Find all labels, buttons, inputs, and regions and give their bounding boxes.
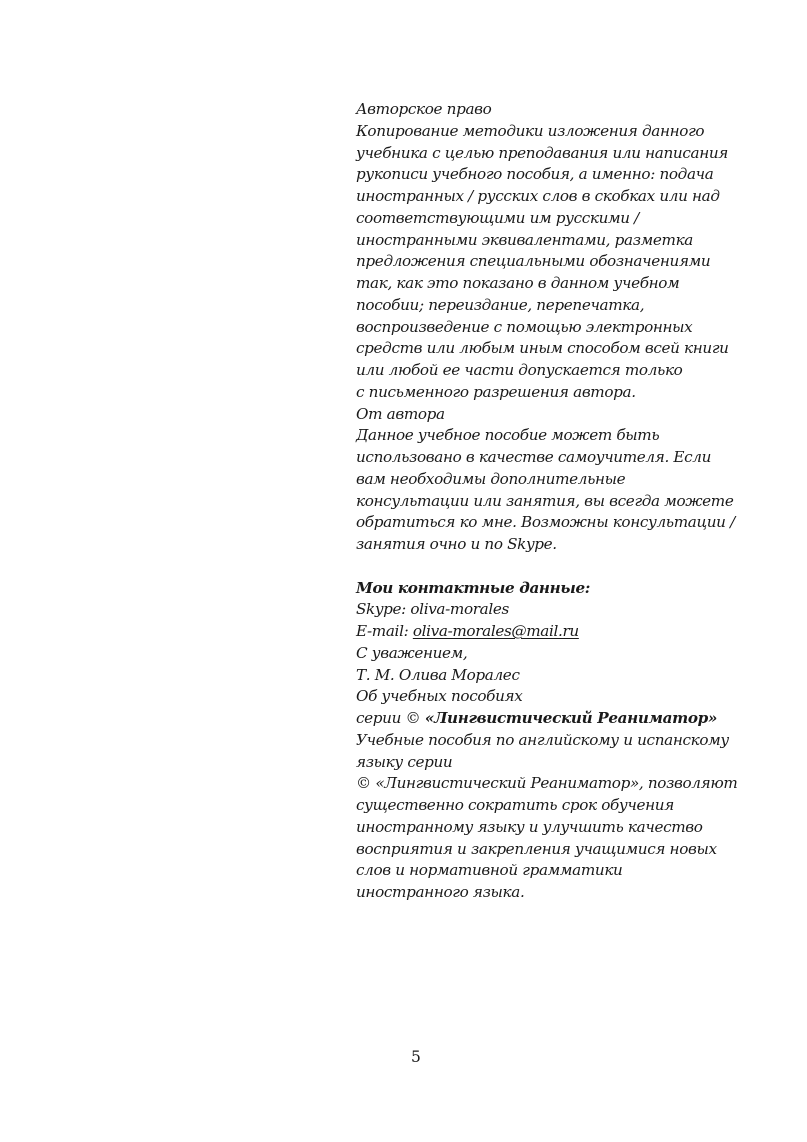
copyright-line: так, как это показано в данном учебном <box>356 274 680 292</box>
skype-contact: Skype: oliva-morales <box>356 600 509 619</box>
copyright-line: пособии; переиздание, перепечатка, <box>356 295 645 314</box>
about-line: Учебные пособия по английскому и испанскому <box>356 730 729 749</box>
copyright-line: рукописи учебного пособия, а именно: подача <box>356 165 714 184</box>
from-author-line: Данное учебное пособие может быть <box>356 426 660 445</box>
from-author-line: занятия очно и по Skype. <box>356 535 557 553</box>
from-author-heading: От автора <box>356 404 445 423</box>
about-line: © «Лингвистический Реаниматор», позволяют <box>356 774 738 793</box>
about-line: иностранного языка. <box>356 883 525 901</box>
from-author-line: использовано в качестве самоучителя. Если <box>356 448 712 466</box>
page-content <box>356 99 738 904</box>
copyright-heading: Авторское право <box>356 100 492 118</box>
copyright-line: Копирование методики изложения данного <box>356 121 705 140</box>
regards-text: С уважением, <box>356 643 468 662</box>
from-author-line: вам необходимы дополнительные <box>356 469 626 488</box>
email-label: E-mail: <box>356 622 413 640</box>
about-heading: Об учебных пособиях <box>356 687 523 706</box>
email-contact <box>356 621 726 643</box>
series-line <box>356 708 726 730</box>
about-line: слов и нормативной грамматики <box>356 861 623 880</box>
from-author-text <box>356 425 735 556</box>
copyright-line: иностранных / русских слов в скобках или над <box>356 187 720 205</box>
copyright-line: средств или любым иным способом всей книги <box>356 339 729 358</box>
copyright-line: учебника с целью преподавания или написания <box>356 143 729 162</box>
about-line: языку серии <box>356 752 453 771</box>
series-prefix: серии © <box>356 709 425 727</box>
copyright-line: иностранными эквивалентами, разметка <box>356 230 693 249</box>
from-author-line: консультации или занятия, вы всегда можете <box>356 491 734 510</box>
page-number: 5 <box>411 1048 421 1066</box>
copyright-line: предложения специальными обозначениями <box>356 252 711 271</box>
author-name: Т. М. Олива Моралес <box>356 665 520 684</box>
copyright-line: соответствующими им русскими / <box>356 208 639 227</box>
series-name: «Лингвистический Реаниматор» <box>424 709 718 727</box>
about-line: иностранному языку и улучшить качество <box>356 817 703 836</box>
copyright-line: с письменного разрешения автора. <box>356 382 636 401</box>
copyright-text <box>356 121 729 404</box>
email-link[interactable]: oliva-morales@mail.ru <box>412 622 579 640</box>
about-line: восприятия и закрепления учащимися новых <box>356 839 717 858</box>
about-text <box>356 730 738 904</box>
copyright-line: или любой ее части допускается только <box>356 361 683 379</box>
about-line: существенно сократить срок обучения <box>356 796 674 814</box>
from-author-line: обратиться ко мне. Возможны консультации / <box>356 513 735 532</box>
contacts-heading: Мои контактные данные: <box>356 578 591 597</box>
copyright-line: воспроизведение с помощью электронных <box>356 317 693 336</box>
paragraph-spacer <box>356 556 726 578</box>
